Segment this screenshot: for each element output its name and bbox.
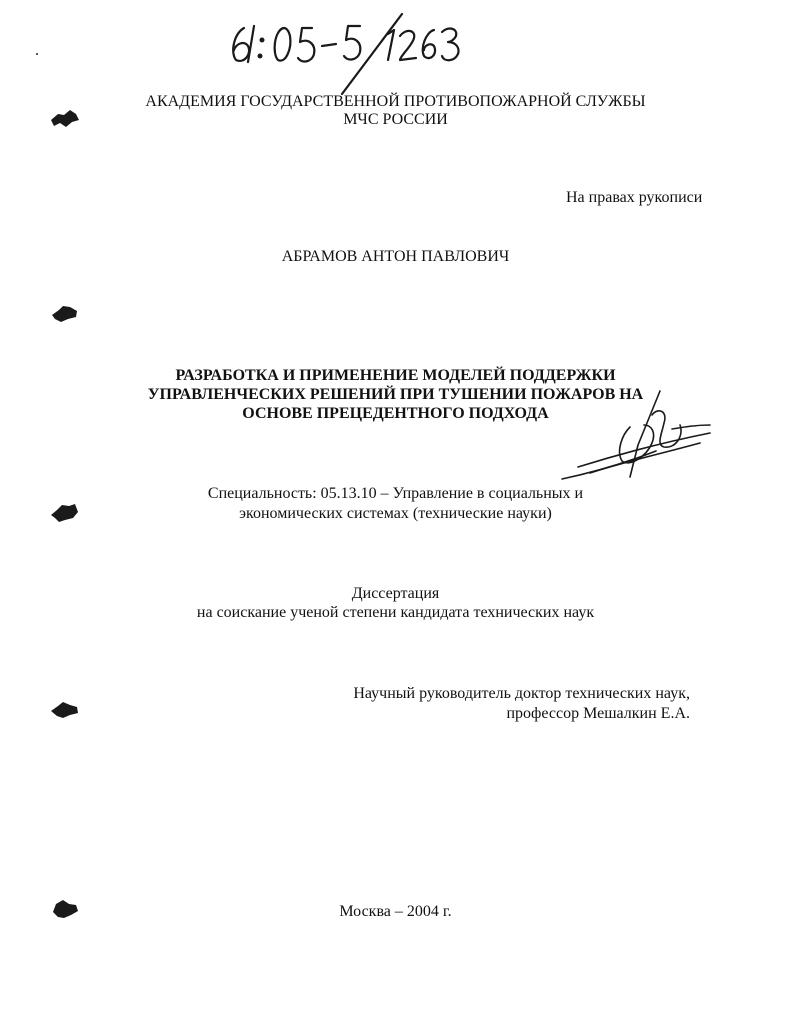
supervisor-line-2: профессор Мешалкин Е.А.: [506, 705, 690, 722]
institution-line-1: АКАДЕМИЯ ГОСУДАРСТВЕННОЙ ПРОТИВОПОЖАРНОЙ СЛУЖБЫ: [145, 93, 646, 110]
binding-mark: [48, 300, 82, 324]
specialty-line-1: Специальность: 05.13.10 – Управление в социальных и: [207, 485, 584, 502]
author-name: АБРАМОВ АНТОН ПАВЛОВИЧ: [281, 248, 510, 265]
work-type-line-1: Диссертация: [351, 585, 440, 602]
scan-speck: [36, 53, 38, 55]
rights-note: На правах рукописи: [566, 189, 703, 206]
handwritten-signature: [560, 385, 720, 485]
binding-mark: [48, 697, 82, 721]
dissertation-title-line-3: ОСНОВЕ ПРЕЦЕДЕНТНОГО ПОДХОДА: [242, 405, 549, 422]
work-type-line-2: на соискание ученой степени кандидата технических наук: [196, 604, 595, 621]
city-year: Москва – 2004 г.: [339, 903, 452, 920]
specialty-line-2: экономических системах (технические науки): [239, 505, 552, 522]
dissertation-title-line-2: УПРАВЛЕНЧЕСКИХ РЕШЕНИЙ ПРИ ТУШЕНИИ ПОЖАРОВ НА: [147, 386, 644, 403]
dissertation-title-line-1: РАЗРАБОТКА И ПРИМЕНЕНИЕ МОДЕЛЕЙ ПОДДЕРЖКИ: [175, 367, 616, 384]
institution-line-2: МЧС РОССИИ: [343, 111, 448, 128]
archive-handwritten-number: [222, 8, 482, 98]
supervisor-line-1: Научный руководитель доктор технических наук,: [353, 685, 690, 702]
